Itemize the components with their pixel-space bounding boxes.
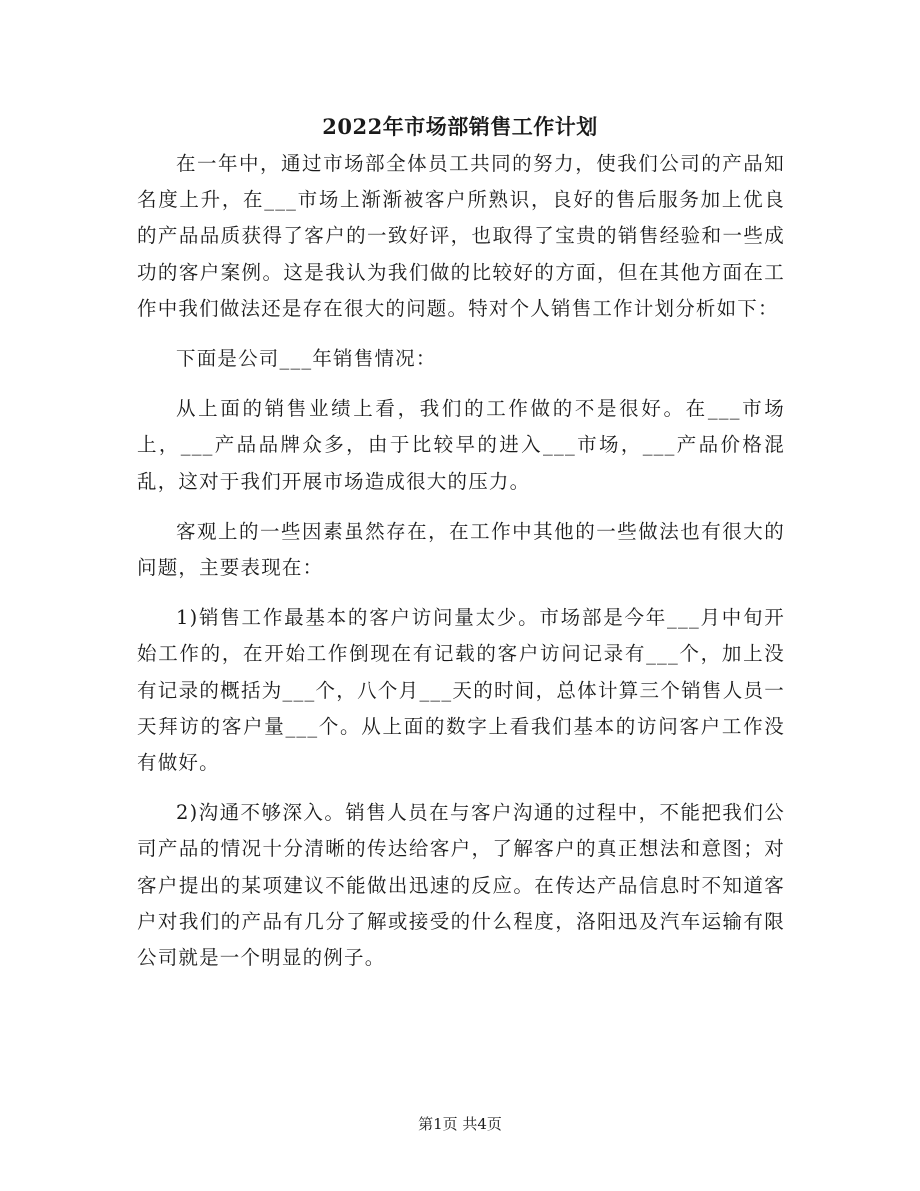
paragraph-3: 从上面的销售业绩上看，我们的工作做的不是很好。在___市场上，___产品品牌众多，由于比较早的进入___市场，___产品价格混乱，这对于我们开展市场造成很大的压力。 xyxy=(137,397,785,493)
paragraph-5: 1)销售工作最基本的客户访问量太少。市场部是今年___月中旬开始工作的，在开始工作倒现在有记载的客户访问记录有___个，加上没有记录的概括为___个，八个月___天的时间，总体计算三个销售人员一天拜访的客户量___个。从上面的数字上看我们基本的访问客户工作没有做好。 xyxy=(137,606,785,775)
page-title: 2022年市场部销售工作计划 xyxy=(322,114,598,139)
page-footer: 第1页 共4页 xyxy=(418,1115,502,1133)
paragraph-1: 在一年中，通过市场部全体员工共同的努力，使我们公司的产品知名度上升，在___市场上渐渐被客户所熟识，良好的售后服务加上优良的产品品质获得了客户的一致好评，也取得了宝贵的销售经验和一些成功的客户案例。这是我认为我们做的比较好的方面，但在其他方面在工作中我们做法还是存在很大的问题。特对个人销售工作计划分析如下： xyxy=(137,152,785,320)
paragraph-6: 2)沟通不够深入。销售人员在与客户沟通的过程中，不能把我们公司产品的情况十分清晰的传达给客户，了解客户的真正想法和意图；对客户提出的某项建议不能做出迅速的反应。在传达产品信息时不知道客户对我们的产品有几分了解或接受的什么程度，洛阳迅及汽车运输有限公司就是一个明显的例子。 xyxy=(137,801,785,970)
paragraph-2: 下面是公司___年销售情况： xyxy=(176,347,437,371)
document-body xyxy=(137,146,785,990)
paragraph-4: 客观上的一些因素虽然存在，在工作中其他的一些做法也有很大的问题，主要表现在： xyxy=(137,519,785,580)
